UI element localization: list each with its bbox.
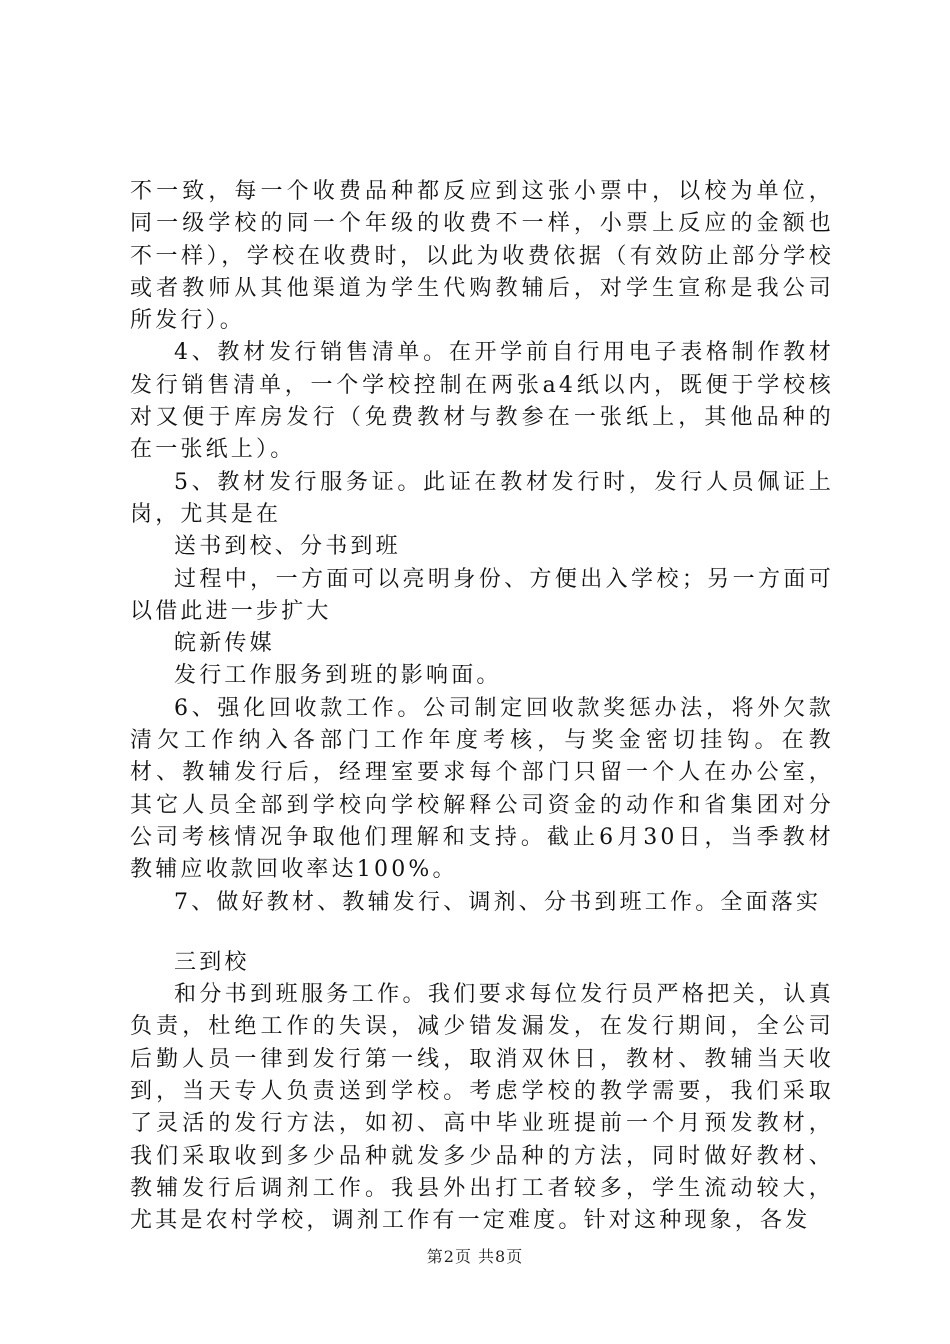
paragraph-fragment: 送书到校、分书到班 bbox=[174, 534, 401, 560]
paragraph-continuation: 不一致，每一个收费品种都反应到这张小票中，以校为单位，同一级学校的同一个年级的收费不一样，小票上反应的金额也不一样），学校在收费时，以此为收费依据（有效防止部分学校或者教师从其他渠道为学生代购教辅后，对学生宣称是我公司所发行）。 bbox=[130, 179, 834, 334]
page-number-footer: 第2页 共8页 bbox=[426, 1247, 524, 1266]
paragraph-continuation: 和分书到班服务工作。我们要求每位发行员严格把关，认真负责，杜绝工作的失误，减少错发漏发，在发行期间，全公司后勤人员一律到发行第一线，取消双休日，教材、教辅当天收到，当天专人负责送到学校。考虑学校的教学需要，我们采取了灵活的发行方法，如初、高中毕业班提前一个月预发教材，我们采取收到多少品种就发多少品种的方法，同时做好教材、教辅发行后调剂工作。我县外出打工者较多，学生流动较大，尤其是农村学校，调剂工作有一定难度。针对这种现象，各发 bbox=[130, 982, 834, 1234]
paragraph-fragment: 三到校 bbox=[174, 949, 250, 975]
paragraph-fragment: 发行工作服务到班的影响面。 bbox=[174, 663, 502, 689]
paragraph-item-4: 4、教材发行销售清单。在开学前自行用电子表格制作教材发行销售清单，一个学校控制在两张a4纸以内，既便于学校核对又便于库房发行（免费教材与教参在一张纸上，其他品种的在一张纸上）。 bbox=[130, 340, 834, 463]
paragraph-fragment: 皖新传媒 bbox=[174, 631, 275, 657]
paragraph-item-7: 7、做好教材、教辅发行、调剂、分书到班工作。全面落实 bbox=[174, 889, 822, 915]
paragraph-gap bbox=[130, 919, 834, 947]
paragraph-item-5: 5、教材发行服务证。此证在教材发行时，发行人员佩证上岗，尤其是在 bbox=[130, 469, 834, 527]
document-body bbox=[130, 176, 834, 1238]
paragraph-fragment: 过程中，一方面可以亮明身份、方便出入学校；另一方面可以借此进一步扩大 bbox=[130, 566, 834, 624]
paragraph-item-6: 6、强化回收款工作。公司制定回收款奖惩办法，将外欠款清欠工作纳入各部门工作年度考核，与奖金密切挂钩。在教材、教辅发行后，经理室要求每个部门只留一个人在办公室，其它人员全部到学校向学校解释公司资金的动作和省集团对分公司考核情况争取他们理解和支持。截止6月30日，当季教材教辅应收款回收率达100%。 bbox=[130, 695, 834, 883]
